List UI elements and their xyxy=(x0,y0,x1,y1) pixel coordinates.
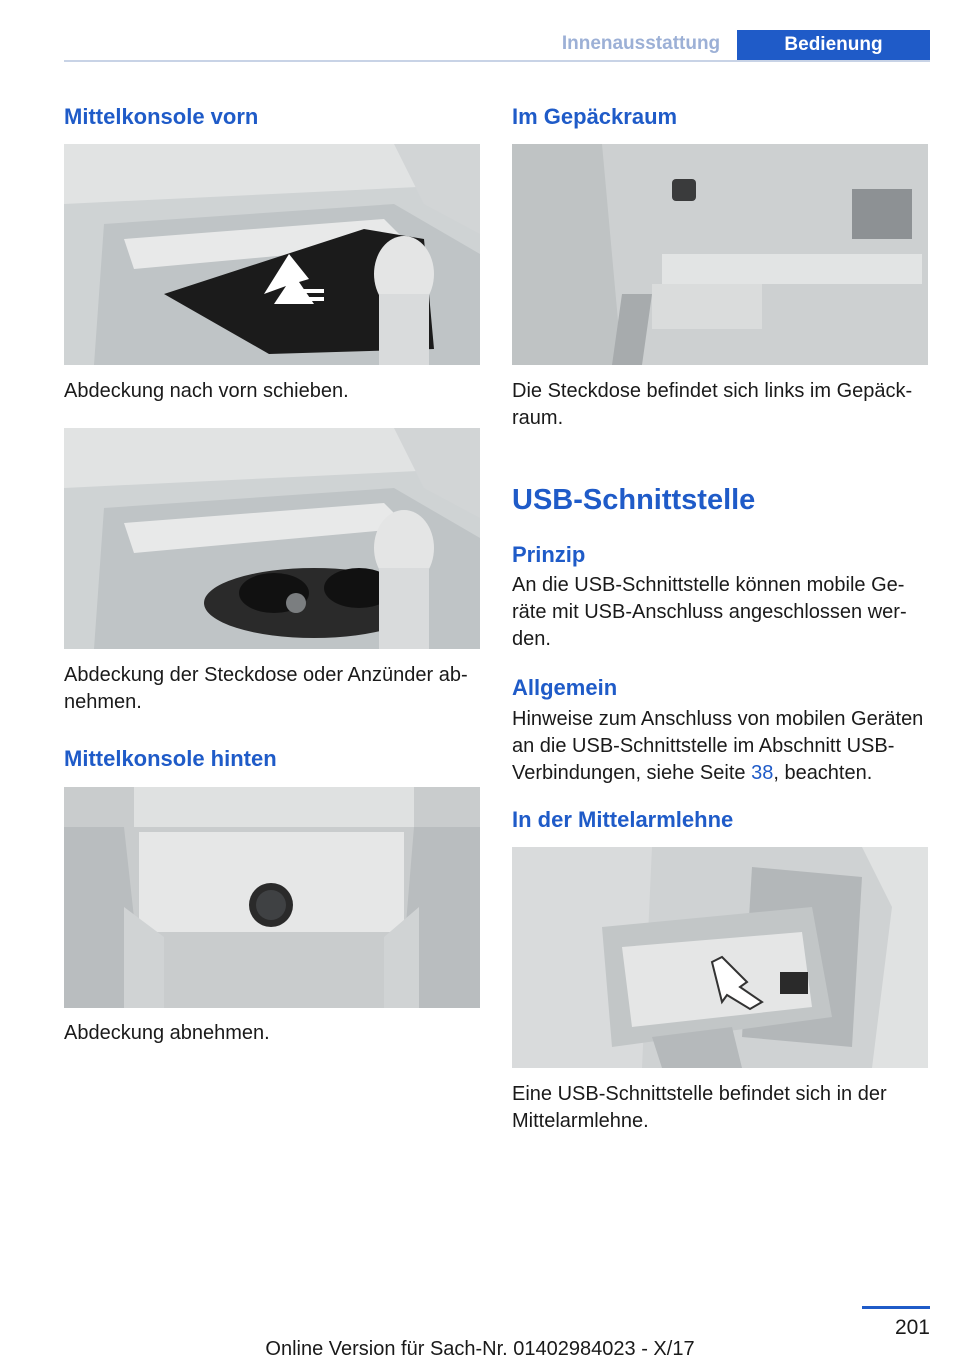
caption-line: nehmen. xyxy=(64,691,142,713)
caption-line: Die Steckdose befindet sich links im Gepäck- xyxy=(512,380,913,402)
image-rear-console xyxy=(64,787,480,1008)
caption-slide-cover: Abdeckung nach vorn schieben. xyxy=(64,380,349,402)
heading-luggage: Im Gepäckraum xyxy=(512,104,678,129)
caption-line: Mittelarmlehne. xyxy=(512,1110,649,1132)
paragraph-line-with-link xyxy=(512,760,923,787)
heading-front-console: Mittelkonsole vorn xyxy=(64,104,259,129)
image-front-console-socket xyxy=(64,428,480,649)
page-reference-link[interactable]: 38 xyxy=(751,762,774,784)
paragraph-text: , beachten. xyxy=(773,762,873,784)
image-front-console-slide xyxy=(64,144,480,365)
page-number: 201 xyxy=(894,1316,930,1339)
paragraph-principle xyxy=(512,572,907,653)
footer-version: Online Version für Sach-Nr. 01402984023 - X/17 xyxy=(265,1338,695,1360)
paragraph-line: an die USB-Schnittstelle im Abschnitt USB- xyxy=(512,735,895,757)
paragraph-line: Hinweise zum Anschluss von mobilen Geräten xyxy=(512,708,924,730)
caption-luggage xyxy=(512,378,912,432)
caption-line: Eine USB-Schnittstelle befindet sich in der xyxy=(512,1083,887,1105)
heading-armrest: In der Mittelarmlehne xyxy=(512,807,734,832)
header-subchapter[interactable]: Bedienung xyxy=(737,30,930,62)
page-number-rule xyxy=(862,1306,930,1309)
paragraph-line: An die USB-Schnittstelle können mobile Ge- xyxy=(512,574,905,596)
image-luggage-socket xyxy=(512,144,928,365)
image-armrest-usb xyxy=(512,847,928,1068)
caption-rear-cover: Abdeckung abnehmen. xyxy=(64,1022,270,1044)
heading-rear-console: Mittelkonsole hinten xyxy=(64,746,277,771)
paragraph-line: räte mit USB-Anschluss angeschlossen wer- xyxy=(512,601,907,623)
caption-line: raum. xyxy=(512,407,564,429)
paragraph-line: den. xyxy=(512,628,551,650)
heading-general: Allgemein xyxy=(512,675,618,700)
caption-armrest xyxy=(512,1081,887,1135)
caption-line: Abdeckung der Steckdose oder Anzünder ab- xyxy=(64,664,468,686)
heading-principle: Prinzip xyxy=(512,542,586,567)
header-chapter[interactable]: Innenausstattung xyxy=(561,33,721,54)
header-rule xyxy=(64,60,930,62)
paragraph-general xyxy=(512,706,923,787)
caption-remove-cover xyxy=(64,662,468,716)
section-title-usb: USB-Schnittstelle xyxy=(512,484,756,516)
paragraph-text: Verbindungen, siehe Seite xyxy=(512,762,752,784)
